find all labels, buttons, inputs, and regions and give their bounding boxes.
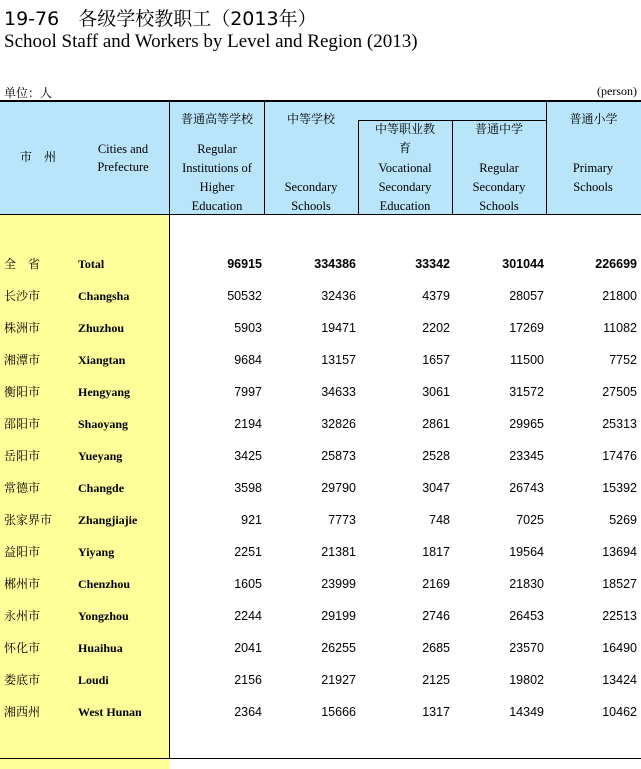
vocational-value: 3061 bbox=[422, 385, 450, 399]
primary-value: 5269 bbox=[609, 513, 637, 527]
secondary-value: 334386 bbox=[314, 257, 356, 271]
primary-value: 21800 bbox=[602, 289, 637, 303]
primary-value: 15392 bbox=[602, 481, 637, 495]
secondary-value: 25873 bbox=[321, 449, 356, 463]
city-name-en: Huaihua bbox=[78, 641, 123, 655]
city-name-en: Yueyang bbox=[78, 449, 123, 463]
regular-secondary-value: 29965 bbox=[509, 417, 544, 431]
vocational-value: 4379 bbox=[422, 289, 450, 303]
higher-education-value: 9684 bbox=[234, 353, 262, 367]
city-name-en: Zhuzhou bbox=[78, 321, 125, 335]
table-row bbox=[0, 632, 641, 664]
table-row bbox=[0, 440, 641, 472]
primary-value: 13424 bbox=[602, 673, 637, 687]
higher-education-value: 921 bbox=[241, 513, 262, 527]
primary-value: 7752 bbox=[609, 353, 637, 367]
table-row bbox=[0, 568, 641, 600]
city-name-en: Total bbox=[78, 257, 105, 271]
higher-education-value: 2251 bbox=[234, 545, 262, 559]
higher-education-value: 7997 bbox=[234, 385, 262, 399]
city-name-zh: 怀化市 bbox=[4, 641, 41, 655]
table-row bbox=[0, 280, 641, 312]
vocational-value: 2202 bbox=[422, 321, 450, 335]
table-row bbox=[0, 408, 641, 440]
regular-secondary-value: 23345 bbox=[509, 449, 544, 463]
vocational-value: 33342 bbox=[415, 257, 450, 271]
table-top-rule bbox=[0, 100, 641, 102]
city-name-zh: 郴州市 bbox=[4, 577, 41, 591]
city-name-en: Xiangtan bbox=[78, 353, 126, 367]
higher-education-value: 2156 bbox=[234, 673, 262, 687]
regular-secondary-value: 7025 bbox=[516, 513, 544, 527]
vocational-value: 2861 bbox=[422, 417, 450, 431]
secondary-value: 23999 bbox=[321, 577, 356, 591]
secondary-value: 26255 bbox=[321, 641, 356, 655]
city-name-zh: 娄底市 bbox=[4, 673, 41, 687]
higher-education-value: 2244 bbox=[234, 609, 262, 623]
city-name-en: Chenzhou bbox=[78, 577, 131, 591]
unit-label-zh: 单位：人 bbox=[4, 86, 53, 100]
vocational-value: 2125 bbox=[422, 673, 450, 687]
table-row bbox=[0, 472, 641, 504]
primary-value: 13694 bbox=[602, 545, 637, 559]
table-row bbox=[0, 600, 641, 632]
city-name-zh: 益阳市 bbox=[4, 545, 41, 559]
city-name-en: Shaoyang bbox=[78, 417, 129, 431]
header-vocational-zh: 中等职业教育 bbox=[374, 122, 435, 155]
regular-secondary-value: 301044 bbox=[502, 257, 544, 271]
vocational-value: 3047 bbox=[422, 481, 450, 495]
city-name-zh: 永州市 bbox=[4, 609, 41, 623]
vocational-value: 2685 bbox=[422, 641, 450, 655]
table-row bbox=[0, 376, 641, 408]
city-name-zh: 全 省 bbox=[4, 257, 41, 271]
city-name-zh: 株洲市 bbox=[4, 321, 41, 335]
secondary-value: 29199 bbox=[321, 609, 356, 623]
secondary-value: 34633 bbox=[321, 385, 356, 399]
regular-secondary-value: 26453 bbox=[509, 609, 544, 623]
vocational-value: 1317 bbox=[422, 705, 450, 719]
higher-education-value: 2194 bbox=[234, 417, 262, 431]
regular-secondary-value: 23570 bbox=[509, 641, 544, 655]
secondary-value: 21381 bbox=[321, 545, 356, 559]
table-row bbox=[0, 504, 641, 536]
primary-value: 22513 bbox=[602, 609, 637, 623]
page-title-en: School Staff and Workers by Level and Region (2013) bbox=[4, 31, 418, 52]
city-name-en: Zhangjiajie bbox=[78, 513, 138, 527]
header-regular-secondary-zh: 普通中学 bbox=[474, 122, 523, 136]
unit-label-en: (person) bbox=[597, 84, 637, 98]
table-row bbox=[0, 312, 641, 344]
divider-secondary bbox=[358, 120, 359, 215]
regular-secondary-value: 26743 bbox=[509, 481, 544, 495]
city-name-zh: 湘潭市 bbox=[4, 353, 41, 367]
primary-value: 11082 bbox=[603, 321, 637, 335]
header-higher-en: Regular Institutions of Higher Education bbox=[182, 142, 252, 213]
higher-education-value: 5903 bbox=[234, 321, 262, 335]
primary-value: 17476 bbox=[602, 449, 637, 463]
primary-value: 16490 bbox=[602, 641, 637, 655]
table-row bbox=[0, 536, 641, 568]
city-name-zh: 张家界市 bbox=[4, 513, 53, 527]
divider-vocational bbox=[452, 120, 453, 215]
secondary-value: 32826 bbox=[321, 417, 356, 431]
secondary-value: 13157 bbox=[321, 353, 356, 367]
city-name-zh: 常德市 bbox=[4, 481, 41, 495]
higher-education-value: 3425 bbox=[234, 449, 262, 463]
secondary-value: 32436 bbox=[321, 289, 356, 303]
city-name-zh: 岳阳市 bbox=[4, 449, 41, 463]
vocational-value: 2169 bbox=[422, 577, 450, 591]
vocational-value: 1657 bbox=[422, 353, 450, 367]
table-row bbox=[0, 664, 641, 696]
total-row bbox=[0, 248, 641, 280]
secondary-value: 15666 bbox=[321, 705, 356, 719]
header-secondary-en: Secondary Schools bbox=[284, 180, 338, 213]
table-row bbox=[0, 696, 641, 728]
table-row bbox=[0, 344, 641, 376]
secondary-value: 7773 bbox=[328, 513, 356, 527]
regular-secondary-value: 31572 bbox=[509, 385, 544, 399]
higher-education-value: 2041 bbox=[234, 641, 262, 655]
higher-education-value: 1605 bbox=[234, 577, 262, 591]
header-vocational-en: Vocational Secondary Education bbox=[378, 161, 432, 213]
higher-education-value: 50532 bbox=[227, 289, 262, 303]
secondary-value: 19471 bbox=[321, 321, 356, 335]
header-primary-zh: 普通小学 bbox=[569, 112, 618, 126]
city-name-zh: 衡阳市 bbox=[4, 385, 41, 399]
regular-secondary-value: 11500 bbox=[510, 353, 544, 367]
vocational-value: 2528 bbox=[422, 449, 450, 463]
vocational-value: 2746 bbox=[422, 609, 450, 623]
regular-secondary-value: 17269 bbox=[509, 321, 544, 335]
city-name-en: Changde bbox=[78, 481, 125, 495]
city-name-en: Yiyang bbox=[78, 545, 115, 559]
vocational-value: 1817 bbox=[422, 545, 450, 559]
secondary-value: 29790 bbox=[321, 481, 356, 495]
city-name-zh: 湘西州 bbox=[4, 705, 41, 719]
primary-value: 25313 bbox=[602, 417, 637, 431]
header-bottom-rule bbox=[0, 214, 641, 215]
regular-secondary-value: 21830 bbox=[509, 577, 544, 591]
city-name-en: West Hunan bbox=[78, 705, 142, 719]
primary-value: 27505 bbox=[602, 385, 637, 399]
higher-education-value: 3598 bbox=[234, 481, 262, 495]
table-bottom-rule bbox=[0, 758, 641, 759]
secondary-value: 21927 bbox=[321, 673, 356, 687]
higher-education-value: 2364 bbox=[234, 705, 262, 719]
regular-secondary-value: 19564 bbox=[509, 545, 544, 559]
city-name-zh: 长沙市 bbox=[4, 289, 41, 303]
vocational-value: 748 bbox=[429, 513, 450, 527]
regular-secondary-value: 28057 bbox=[509, 289, 544, 303]
city-name-en: Loudi bbox=[78, 673, 109, 687]
header-primary-en: Primary Schools bbox=[572, 161, 614, 194]
header-city-zh: 市 州 bbox=[19, 150, 56, 164]
regular-secondary-value: 19802 bbox=[509, 673, 544, 687]
city-name-en: Changsha bbox=[78, 289, 130, 303]
city-name-en: Yongzhou bbox=[78, 609, 129, 623]
header-secondary-zh: 中等学校 bbox=[286, 112, 335, 126]
divider-regular bbox=[546, 101, 547, 215]
header-higher-zh: 普通高等学校 bbox=[180, 112, 253, 126]
higher-education-value: 96915 bbox=[227, 257, 262, 271]
primary-value: 226699 bbox=[595, 257, 637, 271]
primary-value: 18527 bbox=[602, 577, 637, 591]
header-regular-secondary-en: Regular Secondary Schools bbox=[472, 161, 526, 213]
primary-value: 10462 bbox=[602, 705, 637, 719]
regular-secondary-value: 14349 bbox=[509, 705, 544, 719]
city-name-zh: 邵阳市 bbox=[4, 417, 41, 431]
header-city-en: Cities and Prefecture bbox=[97, 142, 149, 174]
divider-higher bbox=[264, 101, 265, 215]
page-title-zh: 19-76 各级学校教职工（2013年） bbox=[4, 8, 317, 30]
city-name-en: Hengyang bbox=[78, 385, 131, 399]
